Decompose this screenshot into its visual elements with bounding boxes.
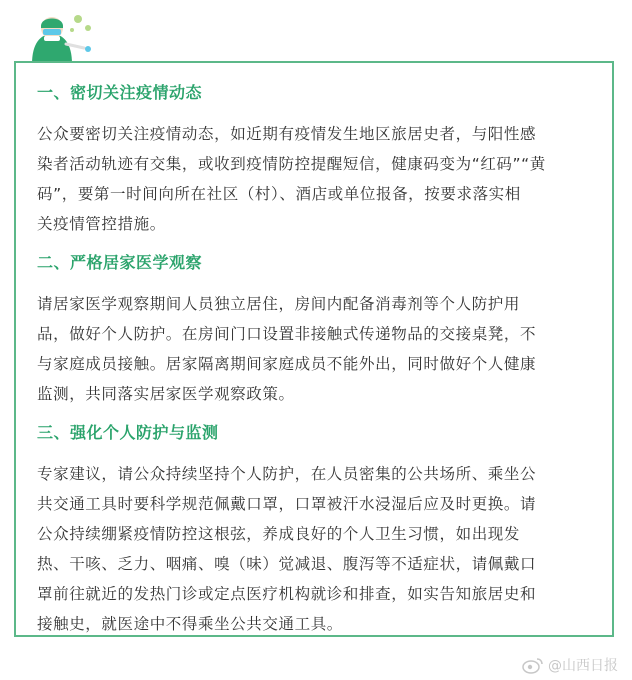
section-paragraph [37, 289, 597, 409]
section-paragraph [37, 119, 597, 239]
weibo-watermark [522, 655, 618, 675]
paragraph-line: 请居家医学观察期间人员独立居住，房间内配备消毒剂等个人防护用 [37, 295, 521, 313]
paragraph-line: 公众要密切关注疫情动态，如近期有疫情发生地区旅居史者，与阳性感 [37, 125, 537, 143]
section-heading: 二、严格居家医学观察 [37, 253, 203, 272]
content-card [14, 61, 614, 637]
paragraph-line: 接触史，就医途中不得乘坐公共交通工具。 [37, 615, 343, 633]
health-worker-mascot-icon [26, 8, 106, 64]
paragraph-line: 共交通工具时要科学规范佩戴口罩，口罩被汗水浸湿后应及时更换。请 [37, 495, 537, 513]
paragraph-line: 监测，共同落实居家医学观察政策。 [37, 385, 295, 403]
paragraph-line: 公众持续绷紧疫情防控这根弦，养成良好的个人卫生习惯，如出现发 [37, 525, 521, 543]
paragraph-line: 关疫情管控措施。 [37, 215, 166, 233]
section-paragraph [37, 459, 597, 639]
paragraph-line: 与家庭成员接触。居家隔离期间家庭成员不能外出，同时做好个人健康 [37, 355, 537, 373]
section-heading: 三、强化个人防护与监测 [37, 423, 219, 442]
section-heading: 一、密切关注疫情动态 [37, 83, 203, 102]
paragraph-line: 专家建议，请公众持续坚持个人防护，在人员密集的公共场所、乘坐公 [37, 465, 537, 483]
paragraph-line: 罩前往就近的发热门诊或定点医疗机构就诊和排查，如实告知旅居史和 [37, 585, 537, 603]
watermark-text: @山西日报 [548, 658, 618, 674]
weibo-logo-icon [522, 656, 544, 674]
paragraph-line: 码”，要第一时间向所在社区（村）、酒店或单位报备，按要求落实相 [37, 185, 521, 203]
paragraph-line: 染者活动轨迹有交集，或收到疫情防控提醒短信，健康码变为“红码”“黄 [37, 155, 546, 173]
paragraph-line: 热、干咳、乏力、咽痛、嗅（味）觉减退、腹泻等不适症状，请佩戴口 [37, 555, 537, 573]
paragraph-line: 品，做好个人防护。在房间门口设置非接触式传递物品的交接桌凳，不 [37, 325, 537, 343]
